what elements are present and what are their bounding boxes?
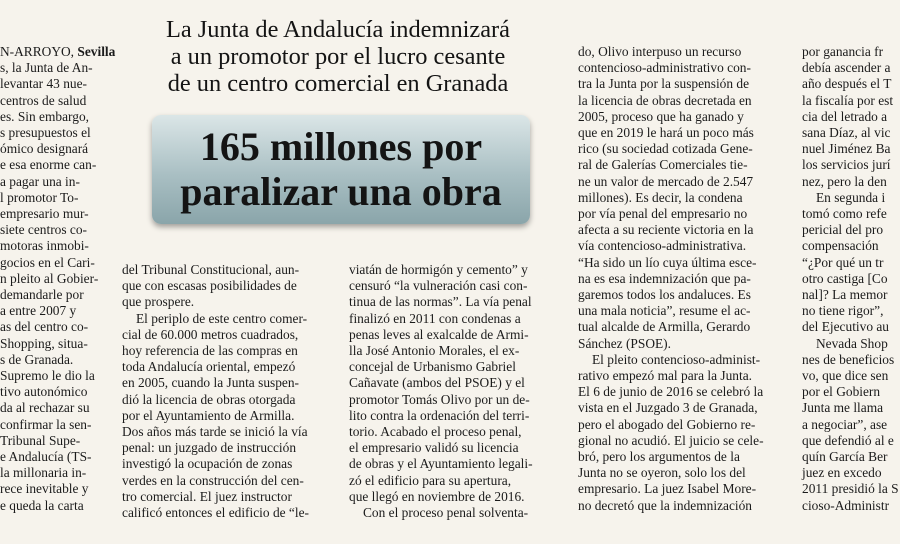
text-line: tual alcalde de Armilla, Gerardo bbox=[578, 319, 751, 335]
text-line: otro castiga [Co bbox=[802, 270, 888, 286]
text-line: investigó la ocupación de zonas bbox=[122, 456, 293, 472]
article-column-2 bbox=[122, 262, 334, 521]
text-line: que con escasas posibilidades de bbox=[122, 278, 297, 294]
text-line: tro comercial. El juez instructor bbox=[122, 488, 292, 504]
text-line: gocios en el Cari- bbox=[0, 254, 95, 270]
text-line: calificó entonces el edificio de “le- bbox=[122, 505, 309, 521]
text-line: lla José Antonio Morales, el ex- bbox=[349, 343, 520, 359]
article-column-1 bbox=[0, 44, 116, 514]
text-line: juez en excedo bbox=[802, 465, 882, 481]
text-line: torio. Acabado el proceso penal, bbox=[349, 424, 522, 440]
text-line: nal]? La memor bbox=[802, 287, 888, 303]
text-line: motoras inmobi- bbox=[0, 238, 89, 254]
text-line: vo, que dice sen bbox=[802, 368, 889, 384]
subheadline-line: La Junta de Andalucía indemnizará bbox=[165, 16, 511, 43]
text-line: s, la Junta de An- bbox=[0, 60, 93, 76]
headline-box bbox=[152, 115, 530, 224]
text-line: siete centros co- bbox=[0, 222, 87, 238]
text-line: vía contencioso-administrativa. bbox=[578, 238, 747, 254]
text-line: e Andalucía (TS- bbox=[0, 449, 92, 465]
text-line: debía ascender a bbox=[802, 60, 891, 76]
text-line: s de Granada. bbox=[0, 351, 74, 367]
text-line: Junta no se oyeron, solo los del bbox=[578, 465, 746, 481]
byline-name: N-ARROYO, bbox=[0, 44, 75, 59]
text-line: rativo empezó mal para la Junta. bbox=[578, 368, 753, 384]
text-line: Supremo le dio la bbox=[0, 368, 95, 384]
text-line: s presupuestos el bbox=[0, 125, 91, 141]
text-line: cial de 60.000 metros cuadrados, bbox=[122, 326, 299, 342]
text-line: tomó como refe bbox=[802, 206, 887, 222]
text-line: as del centro co- bbox=[0, 319, 89, 335]
text-line: El pleito contencioso-administ- bbox=[592, 351, 761, 367]
text-line: Cañavate (ambos del PSOE) y el bbox=[349, 375, 525, 391]
text-line: n pleito al Gobier- bbox=[0, 270, 99, 286]
text-line: ómico designará bbox=[0, 141, 89, 157]
text-line: cia del letrado a bbox=[802, 108, 888, 124]
text-line: dió la licencia de obras otorgada bbox=[122, 391, 296, 407]
text-line: la licencia de obras decretada en bbox=[578, 92, 752, 108]
text-line: ne un valor de mercado de 2.547 bbox=[578, 173, 754, 189]
text-line: Dos años más tarde se inició la vía bbox=[122, 424, 308, 440]
text-line: confirmar la sen- bbox=[0, 416, 92, 432]
text-line: no decretó que la indemnización bbox=[578, 497, 753, 513]
text-line: da al rechazar su bbox=[0, 400, 90, 416]
text-line: cioso-Administr bbox=[802, 497, 890, 513]
text-line: penal: un juzgado de instrucción bbox=[122, 440, 297, 456]
text-line: año después el T bbox=[802, 76, 892, 92]
article-column-4 bbox=[578, 44, 790, 514]
text-line: zó el edificio para su apertura, bbox=[349, 472, 512, 488]
text-line: centros de salud bbox=[0, 92, 87, 108]
text-line: en 2005, cuando la Junta suspen- bbox=[122, 375, 300, 391]
text-line: a entre 2007 y bbox=[0, 303, 77, 319]
text-line: por el Gobiern bbox=[802, 384, 881, 400]
text-line: Shopping, situa- bbox=[0, 335, 88, 351]
text-line: una mala noticia”, resume el ac- bbox=[578, 303, 751, 319]
text-line: afecta a su reciente victoria en la bbox=[578, 222, 754, 238]
text-line: lito contra la ordenación del terri- bbox=[349, 407, 530, 423]
text-line: Sánchez (PSOE). bbox=[578, 335, 671, 351]
text-line: por ganancia fr bbox=[802, 44, 884, 59]
text-line: los servicios jurí bbox=[802, 157, 891, 173]
text-line: pero el abogado del Gobierno re- bbox=[578, 416, 756, 432]
text-line: do, Olivo interpuso un recurso bbox=[578, 44, 742, 59]
text-line: bró, pero los argumentos de la bbox=[578, 449, 740, 465]
text-line: gional no acudió. El juicio se cele- bbox=[578, 432, 764, 448]
text-line: nez, pero la den bbox=[802, 173, 887, 189]
text-line: verdes en la construcción del cen- bbox=[122, 472, 304, 488]
byline bbox=[0, 44, 116, 60]
text-line: El periplo de este centro comer- bbox=[136, 310, 308, 326]
text-line: nes de beneficios bbox=[802, 351, 895, 367]
text-line: finalizó en 2011 con condenas a bbox=[349, 310, 521, 326]
subheadline-line: a un promotor por el lucro cesante bbox=[170, 43, 506, 70]
text-line: Junta me llama bbox=[802, 400, 884, 416]
text-line: nuel Jiménez Ba bbox=[802, 141, 891, 157]
text-line: sana Díaz, al vic bbox=[802, 125, 891, 141]
text-line: e queda la carta bbox=[0, 497, 84, 513]
text-line: de obras y el Ayuntamiento legali- bbox=[349, 456, 533, 472]
text-line: 2005, proceso que ha ganado y bbox=[578, 108, 744, 124]
text-line: el empresario validó su licencia bbox=[349, 440, 519, 456]
text-line: ral de Galerías Comerciales tie- bbox=[578, 157, 748, 173]
text-line: la fiscalía por est bbox=[802, 92, 894, 108]
text-line: que en 2019 le hará un poco más bbox=[578, 125, 754, 141]
text-line: quín García Ber bbox=[802, 449, 888, 465]
text-line: pericial del pro bbox=[802, 222, 884, 238]
article-column-3 bbox=[349, 262, 561, 521]
text-line: tra la Junta por la suspensión de bbox=[578, 76, 750, 92]
text-line: Tribunal Supe- bbox=[0, 432, 81, 448]
text-line: empresario mur- bbox=[0, 206, 89, 222]
text-line: En segunda i bbox=[816, 189, 886, 205]
text-line: del Tribunal Constitucional, aun- bbox=[122, 262, 300, 277]
text-line: na es esa indemnización que pa- bbox=[578, 270, 751, 286]
text-line: la millonaria in- bbox=[0, 465, 87, 481]
text-line: que defendió al e bbox=[802, 432, 894, 448]
article-column-5 bbox=[802, 44, 900, 514]
text-line: rico (su sociedad cotizada Gene- bbox=[578, 141, 753, 157]
text-line: hoy referencia de las compras en bbox=[122, 343, 298, 359]
text-line: compensación bbox=[802, 238, 879, 254]
text-line: tinua de las normas”. La vía penal bbox=[349, 294, 532, 310]
subheadline bbox=[128, 16, 548, 97]
text-line: millones). Es decir, la condena bbox=[578, 189, 743, 205]
text-line: levantar 43 nue- bbox=[0, 76, 87, 92]
text-line: e esa enorme can- bbox=[0, 157, 97, 173]
text-line: penas leves al exalcalde de Armi- bbox=[349, 326, 529, 342]
headline bbox=[152, 124, 530, 214]
text-line: a pagar una in- bbox=[0, 173, 80, 189]
text-line: El 6 de junio de 2016 se celebró la bbox=[578, 384, 764, 400]
text-line: toda Andalucía oriental, empezó bbox=[122, 359, 296, 375]
text-line: “¿Por qué un tr bbox=[802, 254, 884, 270]
text-line: Nevada Shop bbox=[816, 335, 888, 351]
text-line: 2011 presidió la S bbox=[802, 481, 899, 497]
headline-line: paralizar una obra bbox=[180, 169, 502, 214]
text-line: que llegó en noviembre de 2016. bbox=[349, 488, 525, 504]
text-line: por el Ayuntamiento de Armilla. bbox=[122, 407, 295, 423]
text-line: empresario. La juez Isabel More- bbox=[578, 481, 757, 497]
headline-line: 165 millones por bbox=[199, 124, 483, 169]
text-line: “Ha sido un lío cuya última esce- bbox=[578, 254, 757, 270]
text-line: a negociar”, ase bbox=[802, 416, 888, 432]
text-line: demandarle por bbox=[0, 287, 84, 303]
text-line: tivo autonómico bbox=[0, 384, 88, 400]
text-line: Con el proceso penal solventa- bbox=[363, 505, 529, 521]
text-line: concejal de Urbanismo Gabriel bbox=[349, 359, 516, 375]
subheadline-line: de un centro comercial en Granada bbox=[167, 70, 509, 97]
text-line: censuró “la vulneración casi con- bbox=[349, 278, 528, 294]
text-line: contencioso-administrativo con- bbox=[578, 60, 751, 76]
text-line: que prospere. bbox=[122, 294, 195, 310]
text-line: l promotor To- bbox=[0, 189, 79, 205]
text-line: del Ejecutivo au bbox=[802, 319, 890, 335]
text-line: viatán de hormigón y cemento” y bbox=[349, 262, 528, 277]
text-line: garemos todos los andaluces. Es bbox=[578, 287, 751, 303]
text-line: es. Sin embargo, bbox=[0, 108, 90, 124]
text-line: por vía penal del empresario no bbox=[578, 206, 748, 222]
text-line: vista en el Juzgado 3 de Granada, bbox=[578, 400, 758, 416]
text-line: rece inevitable y bbox=[0, 481, 89, 497]
text-line: no tiene rigor”, bbox=[802, 303, 884, 319]
byline-place: Sevilla bbox=[77, 44, 116, 59]
text-line: promotor Tomás Olivo por un de- bbox=[349, 391, 530, 407]
